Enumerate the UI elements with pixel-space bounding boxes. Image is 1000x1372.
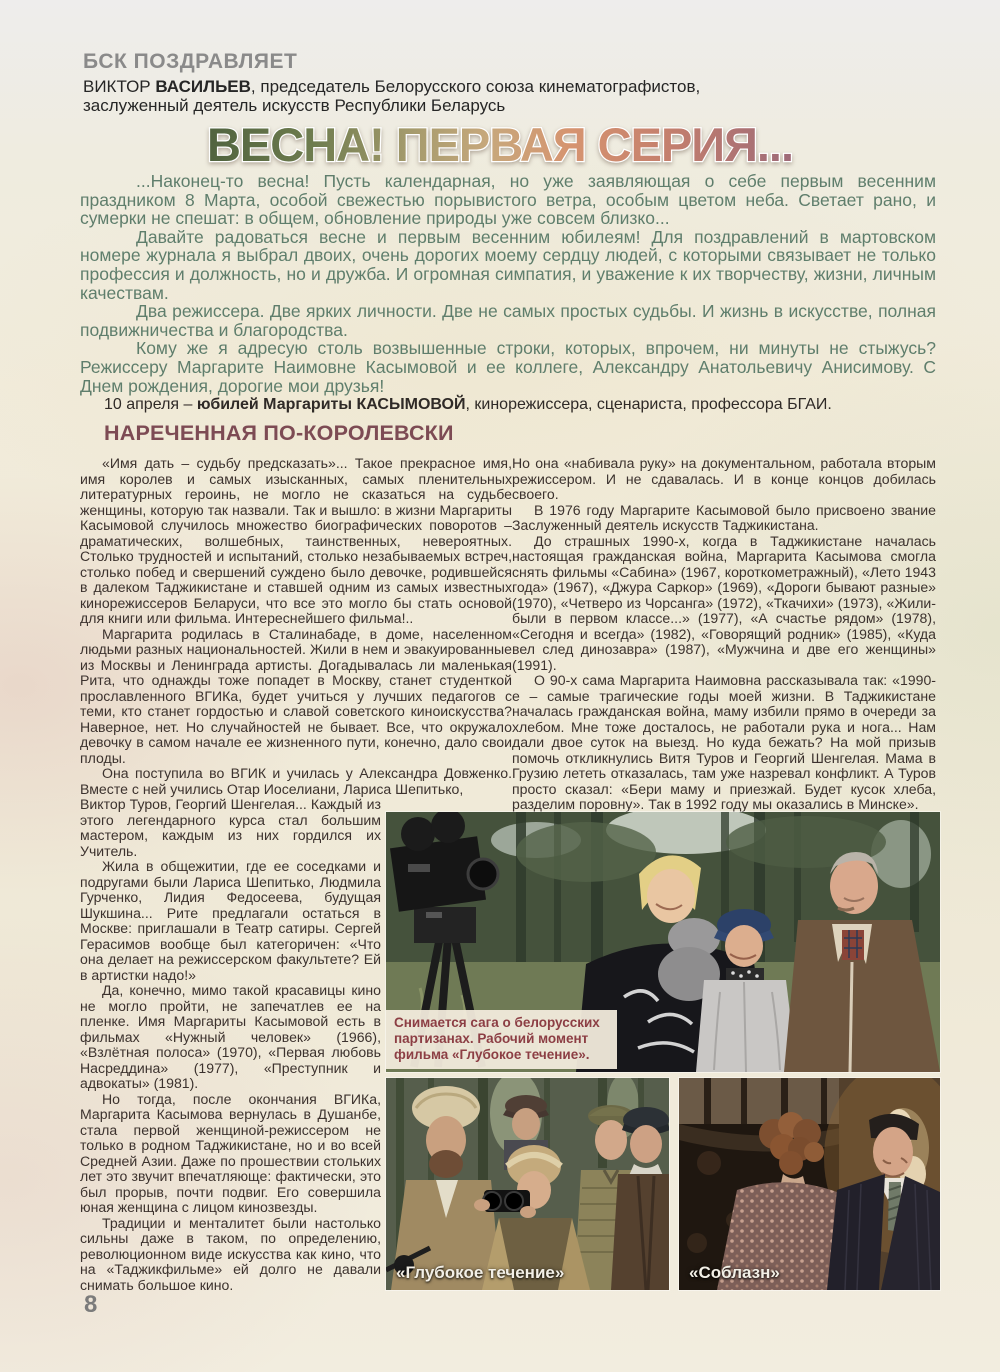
- byline-name: ВИКТОР: [83, 77, 156, 96]
- byline-line1: [83, 77, 700, 96]
- section-title: НАРЕЧЕННАЯ ПО-КОРОЛЕВСКИ: [104, 421, 454, 445]
- byline: [83, 77, 700, 115]
- deep-current-illustration: [386, 1078, 669, 1290]
- paragraph: Маргарита родилась в Сталинабаде, в доме, населенном людьми разных национальностей. Жили в нем и эвакуированные из Москвы и Ленинграда артисты. Догадывалась ли маленькая Рита, что однажды тоже попадет в Москву, станет студенткой прославленного ВГИКа, будет учиться у лучших педагогов с теми, кто станет гордостью и славой советского киноискусства? Наверное, нет. Но случайностей не бывает. Все, что окружало девочку в самом начале ее жизненного пути, конечно, дало свои плоды.: [80, 625, 512, 766]
- paragraph: Виктор Туров, Георгий Шенгелая... Каждый из этого легендарного курса стал большим мастером, каждым из них гордился их Учитель.: [80, 796, 381, 859]
- anniversary-line: [104, 396, 832, 414]
- kicker: БСК ПОЗДРАВЛЯЕТ: [83, 50, 298, 73]
- intro-paragraph: Кому же я адресую столь возвышенные строки, которых, впрочем, ни минуты не стыжусь? Режиссеру Маргарите Наимовне Касымовой и ее коллеге, Александру Анатольевичу Анисимову. С Днем рождения, дорогие мои друзья!: [80, 338, 936, 396]
- intro-block: [80, 172, 936, 395]
- paragraph: В 1976 году Маргарите Касымовой было присвоено звание Заслуженный деятель искусств Таджикистана.: [512, 501, 936, 533]
- paragraph: «Имя дать – судьбу предсказать»... Такое прекрасное имя, имя королев и самых изысканных, самых пленительных литературных героинь, не могло не сказаться на судьбе женщины, которую так назвали. Так и вышло: в жизни Маргариты Касымовой случилось множество биографических поворотов – драматических, волшебных, таинственных, невероятных. Столько трудностей и испытаний, столько незабываемых встреч, столько побед и свершений суждено было девочке, родившейся в далеком Таджикистане и ставшей одним из самых известных кинорежиссеров Беларуси, что все это могло бы стать основой для книги или фильма. Интереснейшего фильма!..: [80, 455, 512, 626]
- photo-caption-film1: «Глубокое течение»: [396, 1263, 565, 1282]
- photo-temptation-still: [679, 1078, 940, 1290]
- page-number: 8: [84, 1291, 98, 1318]
- byline-role: , председатель Белорусского союза кинематографистов,: [250, 77, 701, 96]
- paragraph: Она поступила во ВГИК и училась у Александра Довженко. Вместе с ней учились Отар Иоселиани, Лариса Шепитько,: [80, 765, 512, 797]
- photo-caption-film2: «Соблазн»: [689, 1263, 780, 1282]
- paragraph: Традиции и менталитет были настолько сильны даже в таком, по определению, революционном виде искусства как кино, что на «Таджикфильме» ей долго не давали снимать большое кино.: [80, 1214, 381, 1293]
- anniversary-bold: юбилей Маргариты КАСЫМОВОЙ: [196, 396, 466, 413]
- intro-paragraph: ...Наконец-то весна! Пусть календарная, но уже заявляющая о себе первым весенним праздником 8 Марта, особой свежестью порывистого ветра, особым цветом неба. Светает рано, и сумерки не спешат: в общем, обновление природы уже совсем близко...: [80, 171, 936, 229]
- byline-line2: заслуженный деятель искусств Республики Беларусь: [83, 96, 506, 115]
- intro-paragraph: Давайте радоваться весне и первым весенним юбилеям! Для поздравлений в мартовском номере журнала я выбрал двоих, очень дорогих моему сердцу людей, с которыми связывает не только профессия и должность, но и дружба. И огромная симпатия, и уважение к их творчеству, жизни, личным качествам.: [80, 226, 936, 303]
- photo-deep-current-still: [386, 1078, 669, 1290]
- paragraph: Жила в общежитии, где ее соседками и подругами были Лариса Шепитько, Людмила Гурченко, Лидия Федосеева, будущая Шукшина... Рите предлагали остаться в Москве: приглашали в Театр сатиры. Сергей Герасимов вообще был категоричен: «Что она делает на режиссерском факультете? Ей в артистки надо!»: [80, 858, 381, 983]
- temptation-illustration: [679, 1078, 940, 1290]
- byline-surname: ВАСИЛЬЕВ: [155, 77, 251, 96]
- paragraph: Но тогда, после окончания ВГИКа, Маргарита Касымова вернулась в Душанбе, стала первой женщиной-режиссером не только в родном Таджикистане, но и во всей Средней Азии. Даже по прошествии стольких лет это звучит впечатляюще: фактически, это был прорыв, почти подвиг. Его совершила юная женщина с лицом кинозвезды.: [80, 1090, 381, 1215]
- paragraph: Но она «набивала руку» на документальном, работала вторым режиссером. И не сдавалась. И в конце концов добилась своего.: [512, 455, 936, 502]
- anniversary-rest: , кинорежиссера, сценариста, профессора БГАИ.: [465, 396, 832, 413]
- left-column-narrow: [80, 797, 381, 1293]
- left-column-wide: [80, 456, 512, 797]
- anniversary-date: 10 апреля –: [104, 396, 197, 413]
- intro-paragraph: Два режиссера. Две ярких личности. Две не самых простых судьбы. И жизнь в искусстве, полная подвижничества и благородства.: [80, 301, 936, 340]
- photo-caption-main: Снимается сага о белорусских партизанах. Рабочий момент фильма «Глубокое течение».: [386, 1010, 617, 1069]
- page-title-art: [60, 113, 940, 177]
- photo-film-set: [386, 812, 940, 1072]
- paragraph: Да, конечно, мимо такой красавицы кино не могло пройти, не запечатлев ее на пленке. Имя Маргариты Касымовой есть в фильмах «Нужный человек» (1966), «Взлётная полоса» (1970), «Первая любовь Насреддина» (1977), «Преступник и адвокаты» (1981).: [80, 982, 381, 1091]
- paragraph: До страшных 1990-х, когда в Таджикистане началась настоящая гражданская война, Маргарита Касымова смогла снять фильмы «Сабина» (1967, короткометражный), «Лето 1943 года» (1967), «Джура Саркор» (1969), «Дороги бывают разные» (1970), «Четверо из Чорсанга» (1972), «Ткачихи» (1973), «Жили-были в первом классе...» (1977), «А счастье рядом» (1978), «Сегодня и всегда» (1982), «Говорящий родник» (1985), «Куда вел след динозавра» (1987), «Мужчина и две его женщины» (1991).: [512, 532, 936, 673]
- paragraph: О 90-х сама Маргарита Наимовна рассказывала так: «1990-е – самые трагические годы моей жизни. В Таджикистане началась гражданская война, маму избили прямо в очереди за хлебом. Мне тоже досталось, не работали рука и нога... Нам дали двое суток на выезд. Но куда бежать? На мой призыв помочь откликнулись Витя Туров и Георгий Шенгелая. Мама в Грузию лететь отказалась, там уже назревал конфликт. А Туров просто сказал: «Бери маму и приезжай. Будет кусок хлеба, разделим поровну». Так в 1992 году мы оказались в Минске».: [512, 672, 936, 812]
- article-right-column: [512, 456, 936, 813]
- page-title: ВЕСНА! ПЕРВАЯ СЕРИЯ...: [206, 118, 794, 171]
